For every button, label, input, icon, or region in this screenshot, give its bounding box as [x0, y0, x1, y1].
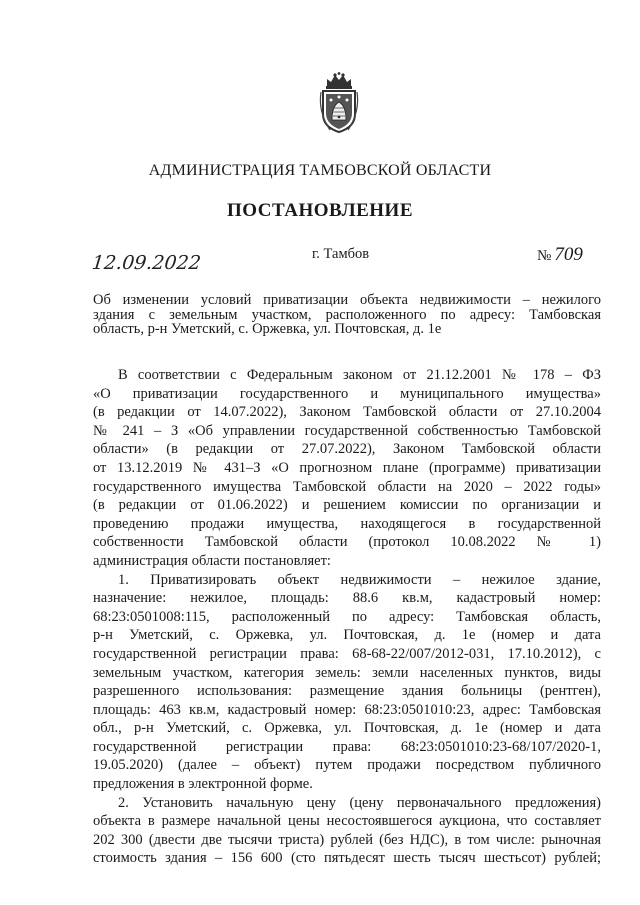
body-line: 19.05.2020) (далее – объект) путем продажи посредством публичного [93, 757, 601, 774]
body-line: проведению продажи имущества, находящегося в государственной [93, 515, 601, 532]
body-line: № 241 – З «Об управлении государственной собственностью Тамбовской [93, 422, 601, 439]
document-type-heading: ПОСТАНОВЛЕНИЕ [226, 200, 414, 221]
handwritten-date: 12.09.2022 [90, 252, 202, 274]
body-line: площадь: 463 кв.м, кадастровый номер: 68:23:0501010:23, адрес: Тамбовская [93, 701, 601, 718]
subject-line: область, р-н Уметский, с. Оржевка, ул. Почтовская, д. 1е [93, 321, 442, 337]
body-line: 68:23:0501008:115, расположенный по адресу: Тамбовская область, [93, 608, 601, 625]
body-line: назначение: нежилое, площадь: 88.6 кв.м, кадастровый номер: [93, 590, 601, 607]
body-line: государственного имущества Тамбовской области на 2020 – 2022 годы» [93, 478, 601, 495]
city-name: г. Тамбов [312, 246, 370, 262]
body-line: объекта в размере начальной цены несостоявшегося аукциона, что составляет [93, 813, 601, 830]
body-line: собственности Тамбовской области (протокол 10.08.2022 № 1) [93, 534, 601, 551]
body-line: стоимость здания – 156 600 (сто пятьдесят шесть тысяч шестьсот) рублей; [93, 850, 601, 867]
body-line: государственной регистрации права: 68:23:0501010:23-68/107/2020-1, [93, 738, 601, 755]
body-line: В соответствии с Федеральным законом от 21.12.2001 № 178 – ФЗ [118, 367, 601, 383]
body-line: предложения в электронной форме. [93, 776, 313, 793]
number-label: № [537, 248, 552, 264]
document-subject [93, 293, 601, 337]
body-line: государственной регистрации права: 68-68-22/007/2012-031, 17.10.2012), с [93, 645, 601, 662]
body-line: 202 300 (двести две тысячи триста) рублей (без НДС), в том числе: рыночная [93, 831, 601, 848]
document-number [537, 244, 583, 266]
body-line: (в редакции от 01.06.2022) и решением комиссии по организации и [93, 497, 601, 514]
body-line: администрация области постановляет: [93, 552, 331, 569]
document-body [93, 366, 601, 868]
administration-title: АДМИНИСТРАЦИЯ ТАМБОВСКОЙ ОБЛАСТИ [148, 162, 492, 179]
body-line: «О приватизации государственного и муниципального имущества» [93, 385, 601, 402]
body-line: от 13.12.2019 № 431–З «О прогнозном плане (программе) приватизации [93, 459, 601, 476]
body-line: области» (в редакции от 27.07.2022), Законом Тамбовской области [93, 441, 601, 458]
coat-of-arms-icon [318, 72, 360, 134]
body-line: разрешенного использования: размещение здания больницы (рентген), [93, 683, 601, 700]
handwritten-number: 709 [554, 244, 583, 265]
body-line: р-н Уметский, с. Оржевка, ул. Почтовская, д. 1е (номер и дата [93, 627, 601, 644]
body-line: 2. Установить начальную цену (цену первоначального предложения) [118, 794, 601, 811]
subject-line: Об изменении условий приватизации объекта недвижимости – нежилого [93, 292, 601, 308]
subject-line: здания с земельным участком, расположенного по адресу: Тамбовская [93, 306, 601, 323]
body-line: земельным участком, категория земель: земли населенных пунктов, виды [93, 664, 601, 681]
body-line: 1. Приватизировать объект недвижимости – нежилое здание, [118, 571, 601, 588]
body-line: (в редакции от 14.07.2022), Законом Тамбовской области от 27.10.2004 [93, 404, 601, 421]
body-line: обл., р-н Уметский, с. Оржевка, ул. Почтовская, д. 1е (номер и дата [93, 720, 601, 737]
